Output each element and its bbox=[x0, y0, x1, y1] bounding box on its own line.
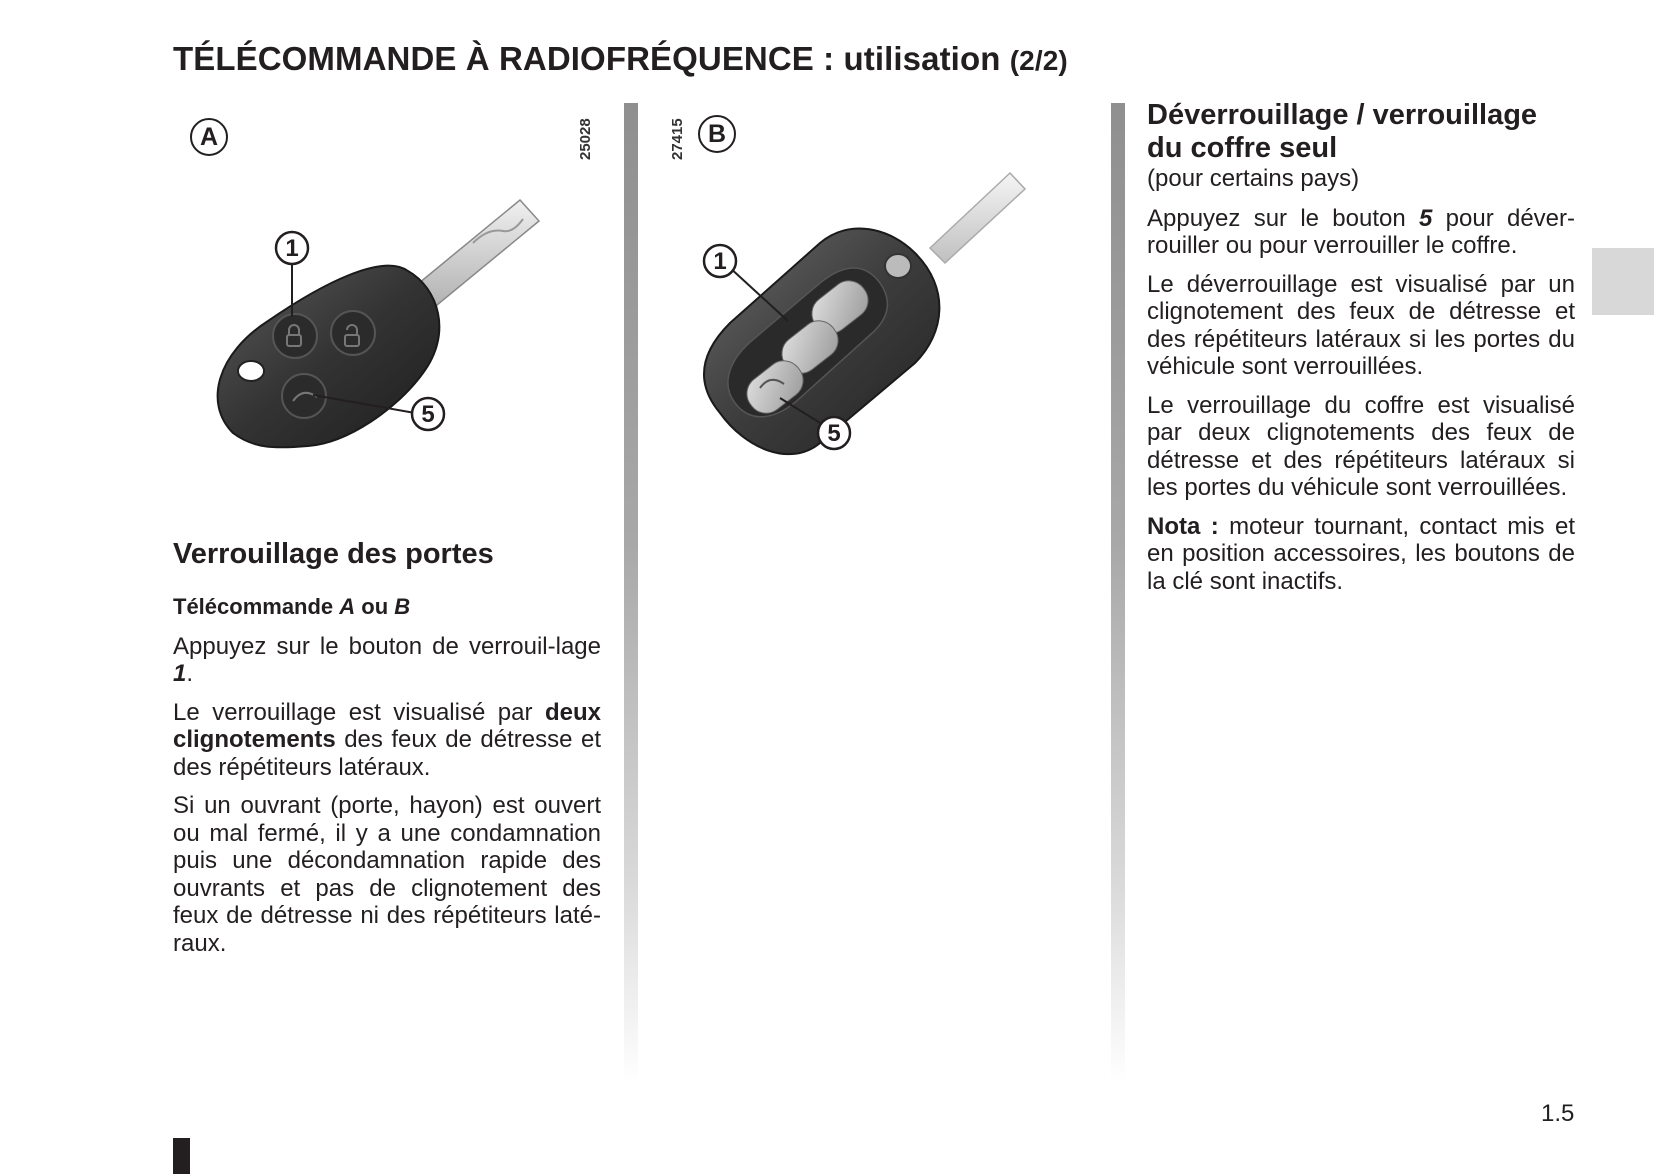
left-paragraph-2: Le verrouillage est visualisé par deux clignotements des feux de détresse et des répétiteurs latéraux. bbox=[173, 698, 601, 781]
figure-b bbox=[660, 103, 1100, 503]
remote-subheading: Télécommande A ou B bbox=[173, 594, 411, 619]
key-body-a bbox=[218, 266, 440, 448]
left-paragraph-1: Appuyez sur le bouton de verrouil-lage 1. bbox=[173, 632, 601, 687]
figure-a bbox=[173, 103, 613, 483]
page-title-suffix: (2/2) bbox=[1009, 45, 1068, 76]
right-paragraph-3: Le verrouillage du coffre est visualisé par deux clignotements des feux de détresse et des répétiteurs latéraux si les portes du véhicule sont verrouillées. bbox=[1147, 391, 1575, 501]
key-blade-b bbox=[930, 173, 1025, 263]
right-paragraph-1: Appuyez sur le bouton 5 pour déver-rouiller ou pour verrouiller le coffre. bbox=[1147, 204, 1576, 259]
remote-key-a-illustration bbox=[173, 103, 613, 483]
key-blade-a bbox=[413, 200, 539, 310]
right-paragraph-2: Le déverrouillage est visualisé par un clignotement des feux de détresse et des répétiteurs latéraux si les portes du véhicule sont verrouillées. bbox=[1147, 270, 1575, 380]
callout-5-a-number: 5 bbox=[421, 401, 435, 428]
section-heading-trunk: Déverrouillage / verrouillage du coffre seul bbox=[1147, 99, 1538, 164]
figure-a-code: 25028 bbox=[577, 118, 594, 160]
left-paragraph-3: Si un ouvrant (porte, hayon) est ouvert ou mal fermé, il y a une condamnation puis une décondamnation rapide des ouvrants et pas de clignotement des feux de détresse ni des répétiteurs laté-raux. bbox=[173, 792, 601, 957]
callout-5-b-number: 5 bbox=[827, 420, 841, 447]
page-title-text: TÉLÉCOMMANDE À RADIOFRÉQUENCE : utilisation bbox=[173, 40, 1001, 77]
figure-b-code: 27415 bbox=[669, 118, 686, 160]
remote-key-b-illustration bbox=[660, 103, 1100, 503]
callout-1-a-number: 1 bbox=[285, 235, 299, 262]
unlock-button-a bbox=[331, 311, 375, 355]
page-number: 1.5 bbox=[1541, 1100, 1575, 1127]
page-title bbox=[173, 40, 1068, 78]
chapter-tab bbox=[1592, 248, 1654, 315]
callout-1-b-number: 1 bbox=[713, 248, 727, 275]
column-divider-left bbox=[624, 103, 638, 1083]
figure-b-label: B bbox=[698, 115, 736, 153]
column-divider-right bbox=[1111, 103, 1125, 1083]
figure-a-label: A bbox=[190, 118, 228, 156]
nota-paragraph: Nota : moteur tournant, contact mis et en position accessoires, les boutons de la clé sont inactifs. bbox=[1147, 512, 1575, 595]
right-text-column bbox=[1147, 99, 1575, 606]
bottom-margin-mark bbox=[173, 1138, 190, 1174]
flip-release-button-b bbox=[885, 254, 911, 278]
key-ring-hole-a bbox=[238, 361, 264, 381]
section-heading-door-locking: Verrouillage des portes bbox=[173, 538, 494, 570]
left-text-column bbox=[173, 538, 601, 968]
country-note: (pour certains pays) bbox=[1147, 165, 1360, 192]
